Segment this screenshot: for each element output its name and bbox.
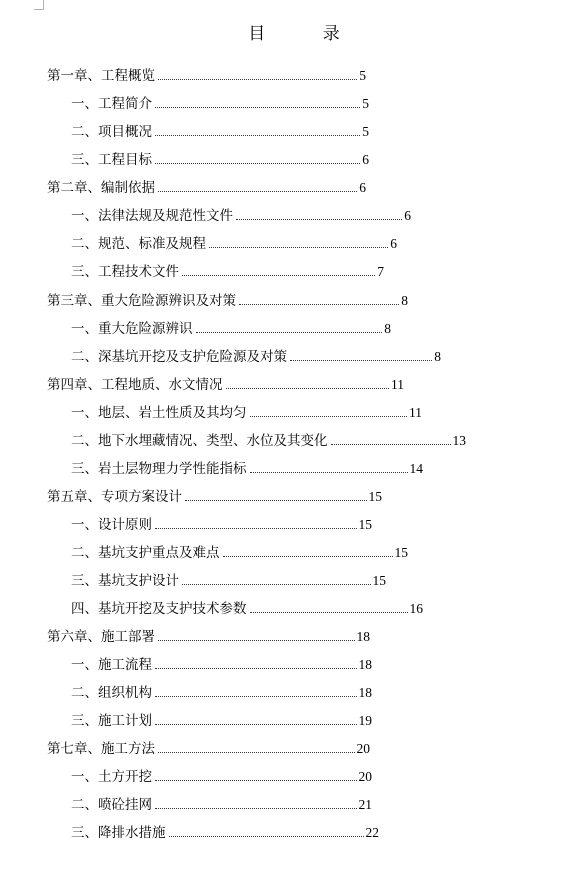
toc-entry-label: 第七章、施工方法 [47, 741, 155, 757]
toc-section-entry[interactable] [71, 653, 372, 673]
toc-entry-label: 三、工程目标 [71, 152, 152, 168]
toc-entry-label: 一、土方开挖 [71, 769, 152, 785]
toc-page-number: 19 [358, 713, 372, 728]
toc-dot-leader [236, 219, 402, 220]
toc-chapter-entry[interactable] [47, 289, 408, 309]
toc-page-number: 6 [362, 152, 369, 167]
toc-section-entry[interactable] [71, 232, 397, 252]
toc-section-entry[interactable] [71, 681, 372, 701]
toc-page-number: 22 [365, 825, 379, 840]
toc-entry-label: 第二章、编制依据 [47, 180, 155, 196]
toc-dot-leader [155, 107, 360, 108]
toc-section-entry[interactable] [71, 317, 391, 337]
toc-section-entry[interactable] [71, 401, 422, 421]
toc-dot-leader [158, 79, 357, 80]
toc-entry-label: 二、项目概况 [71, 124, 152, 140]
toc-chapter-entry[interactable] [47, 625, 370, 645]
toc-section-entry[interactable] [71, 765, 372, 785]
toc-page-number: 8 [401, 293, 408, 308]
toc-page-number: 18 [356, 629, 370, 644]
toc-entry-label: 二、基坑支护重点及难点 [71, 545, 220, 561]
toc-page-number: 13 [452, 433, 466, 448]
toc-section-entry[interactable] [71, 569, 386, 589]
toc-page-number: 7 [377, 264, 384, 279]
toc-dot-leader [158, 752, 355, 753]
toc-page-number: 11 [409, 405, 422, 420]
toc-dot-leader [182, 584, 371, 585]
toc-dot-leader [155, 528, 357, 529]
toc-section-entry[interactable] [71, 260, 384, 280]
toc-entry-label: 三、工程技术文件 [71, 264, 179, 280]
toc-dot-leader [155, 780, 357, 781]
toc-page-number: 18 [358, 657, 372, 672]
toc-chapter-entry[interactable] [47, 737, 370, 757]
toc-entry-label: 一、地层、岩土性质及其均匀 [71, 405, 247, 421]
toc-dot-leader [250, 472, 408, 473]
toc-entry-label: 三、基坑支护设计 [71, 573, 179, 589]
toc-section-entry[interactable] [71, 821, 379, 841]
toc-dot-leader [331, 444, 451, 445]
toc-section-entry[interactable] [71, 513, 372, 533]
toc-section-entry[interactable] [71, 541, 408, 561]
toc-page-number: 15 [368, 489, 382, 504]
toc-page-number: 11 [391, 377, 404, 392]
toc-section-entry[interactable] [71, 709, 372, 729]
toc-section-entry[interactable] [71, 120, 369, 140]
toc-page-number: 5 [362, 96, 369, 111]
toc-entry-label: 二、组织机构 [71, 685, 152, 701]
toc-entry-label: 二、深基坑开挖及支护危险源及对策 [71, 349, 287, 365]
toc-dot-leader [155, 668, 357, 669]
toc-entry-label: 第五章、专项方案设计 [47, 489, 182, 505]
toc-section-entry[interactable] [71, 148, 369, 168]
toc-chapter-entry[interactable] [47, 373, 404, 393]
toc-page-number: 6 [404, 208, 411, 223]
toc-dot-leader [155, 135, 360, 136]
toc-chapter-entry[interactable] [47, 485, 382, 505]
toc-entry-label: 三、降排水措施 [71, 825, 166, 841]
toc-entry-label: 三、施工计划 [71, 713, 152, 729]
toc-section-entry[interactable] [71, 92, 369, 112]
toc-dot-leader [158, 191, 357, 192]
toc-section-entry[interactable] [71, 457, 423, 477]
toc-page-number: 18 [358, 685, 372, 700]
toc-entry-label: 第三章、重大危险源辨识及对策 [47, 293, 236, 309]
page-corner-mark [34, 0, 44, 10]
toc-dot-leader [185, 500, 367, 501]
toc-entry-label: 第六章、施工部署 [47, 629, 155, 645]
toc-chapter-entry[interactable] [47, 176, 366, 196]
toc-page-number: 14 [409, 461, 423, 476]
toc-dot-leader [209, 247, 388, 248]
toc-title: 目 录 [248, 24, 366, 44]
toc-section-entry[interactable] [71, 597, 423, 617]
toc-dot-leader [196, 332, 383, 333]
toc-section-entry[interactable] [71, 793, 372, 813]
toc-entry-label: 二、地下水埋藏情况、类型、水位及其变化 [71, 433, 328, 449]
toc-page-number: 15 [358, 517, 372, 532]
toc-page-number: 21 [358, 797, 372, 812]
toc-dot-leader [169, 836, 364, 837]
toc-dot-leader [290, 360, 432, 361]
toc-dot-leader [155, 163, 360, 164]
toc-dot-leader [158, 640, 355, 641]
toc-chapter-entry[interactable] [47, 64, 366, 84]
toc-dot-leader [239, 304, 399, 305]
toc-page-number: 5 [359, 68, 366, 83]
toc-entry-label: 二、喷砼挂网 [71, 797, 152, 813]
toc-dot-leader [155, 724, 357, 725]
toc-page-number: 16 [409, 601, 423, 616]
toc-entry-label: 一、法律法规及规范性文件 [71, 208, 233, 224]
toc-dot-leader [250, 612, 408, 613]
toc-dot-leader [250, 416, 408, 417]
toc-entry-label: 四、基坑开挖及支护技术参数 [71, 601, 247, 617]
toc-entry-label: 第四章、工程地质、水文情况 [47, 377, 223, 393]
toc-page-number: 20 [358, 769, 372, 784]
toc-dot-leader [182, 275, 375, 276]
toc-page-number: 15 [394, 545, 408, 560]
toc-page-number: 20 [356, 741, 370, 756]
toc-page-number: 15 [372, 573, 386, 588]
toc-page-number: 5 [362, 124, 369, 139]
toc-section-entry[interactable] [71, 204, 411, 224]
toc-dot-leader [223, 556, 393, 557]
toc-page-number: 6 [359, 180, 366, 195]
toc-entry-label: 二、规范、标准及规程 [71, 236, 206, 252]
toc-dot-leader [155, 696, 357, 697]
toc-section-entry[interactable] [71, 345, 441, 365]
toc-entry-label: 一、工程简介 [71, 96, 152, 112]
toc-entry-label: 一、重大危险源辨识 [71, 321, 193, 337]
toc-section-entry[interactable] [71, 429, 466, 449]
toc-entry-label: 一、设计原则 [71, 517, 152, 533]
toc-page-number: 8 [384, 321, 391, 336]
toc-entry-label: 一、施工流程 [71, 657, 152, 673]
toc-page-number: 8 [434, 349, 441, 364]
toc-entry-label: 第一章、工程概览 [47, 68, 155, 84]
toc-dot-leader [226, 388, 390, 389]
toc-page-number: 6 [390, 236, 397, 251]
toc-entry-label: 三、岩土层物理力学性能指标 [71, 461, 247, 477]
toc-dot-leader [155, 808, 357, 809]
